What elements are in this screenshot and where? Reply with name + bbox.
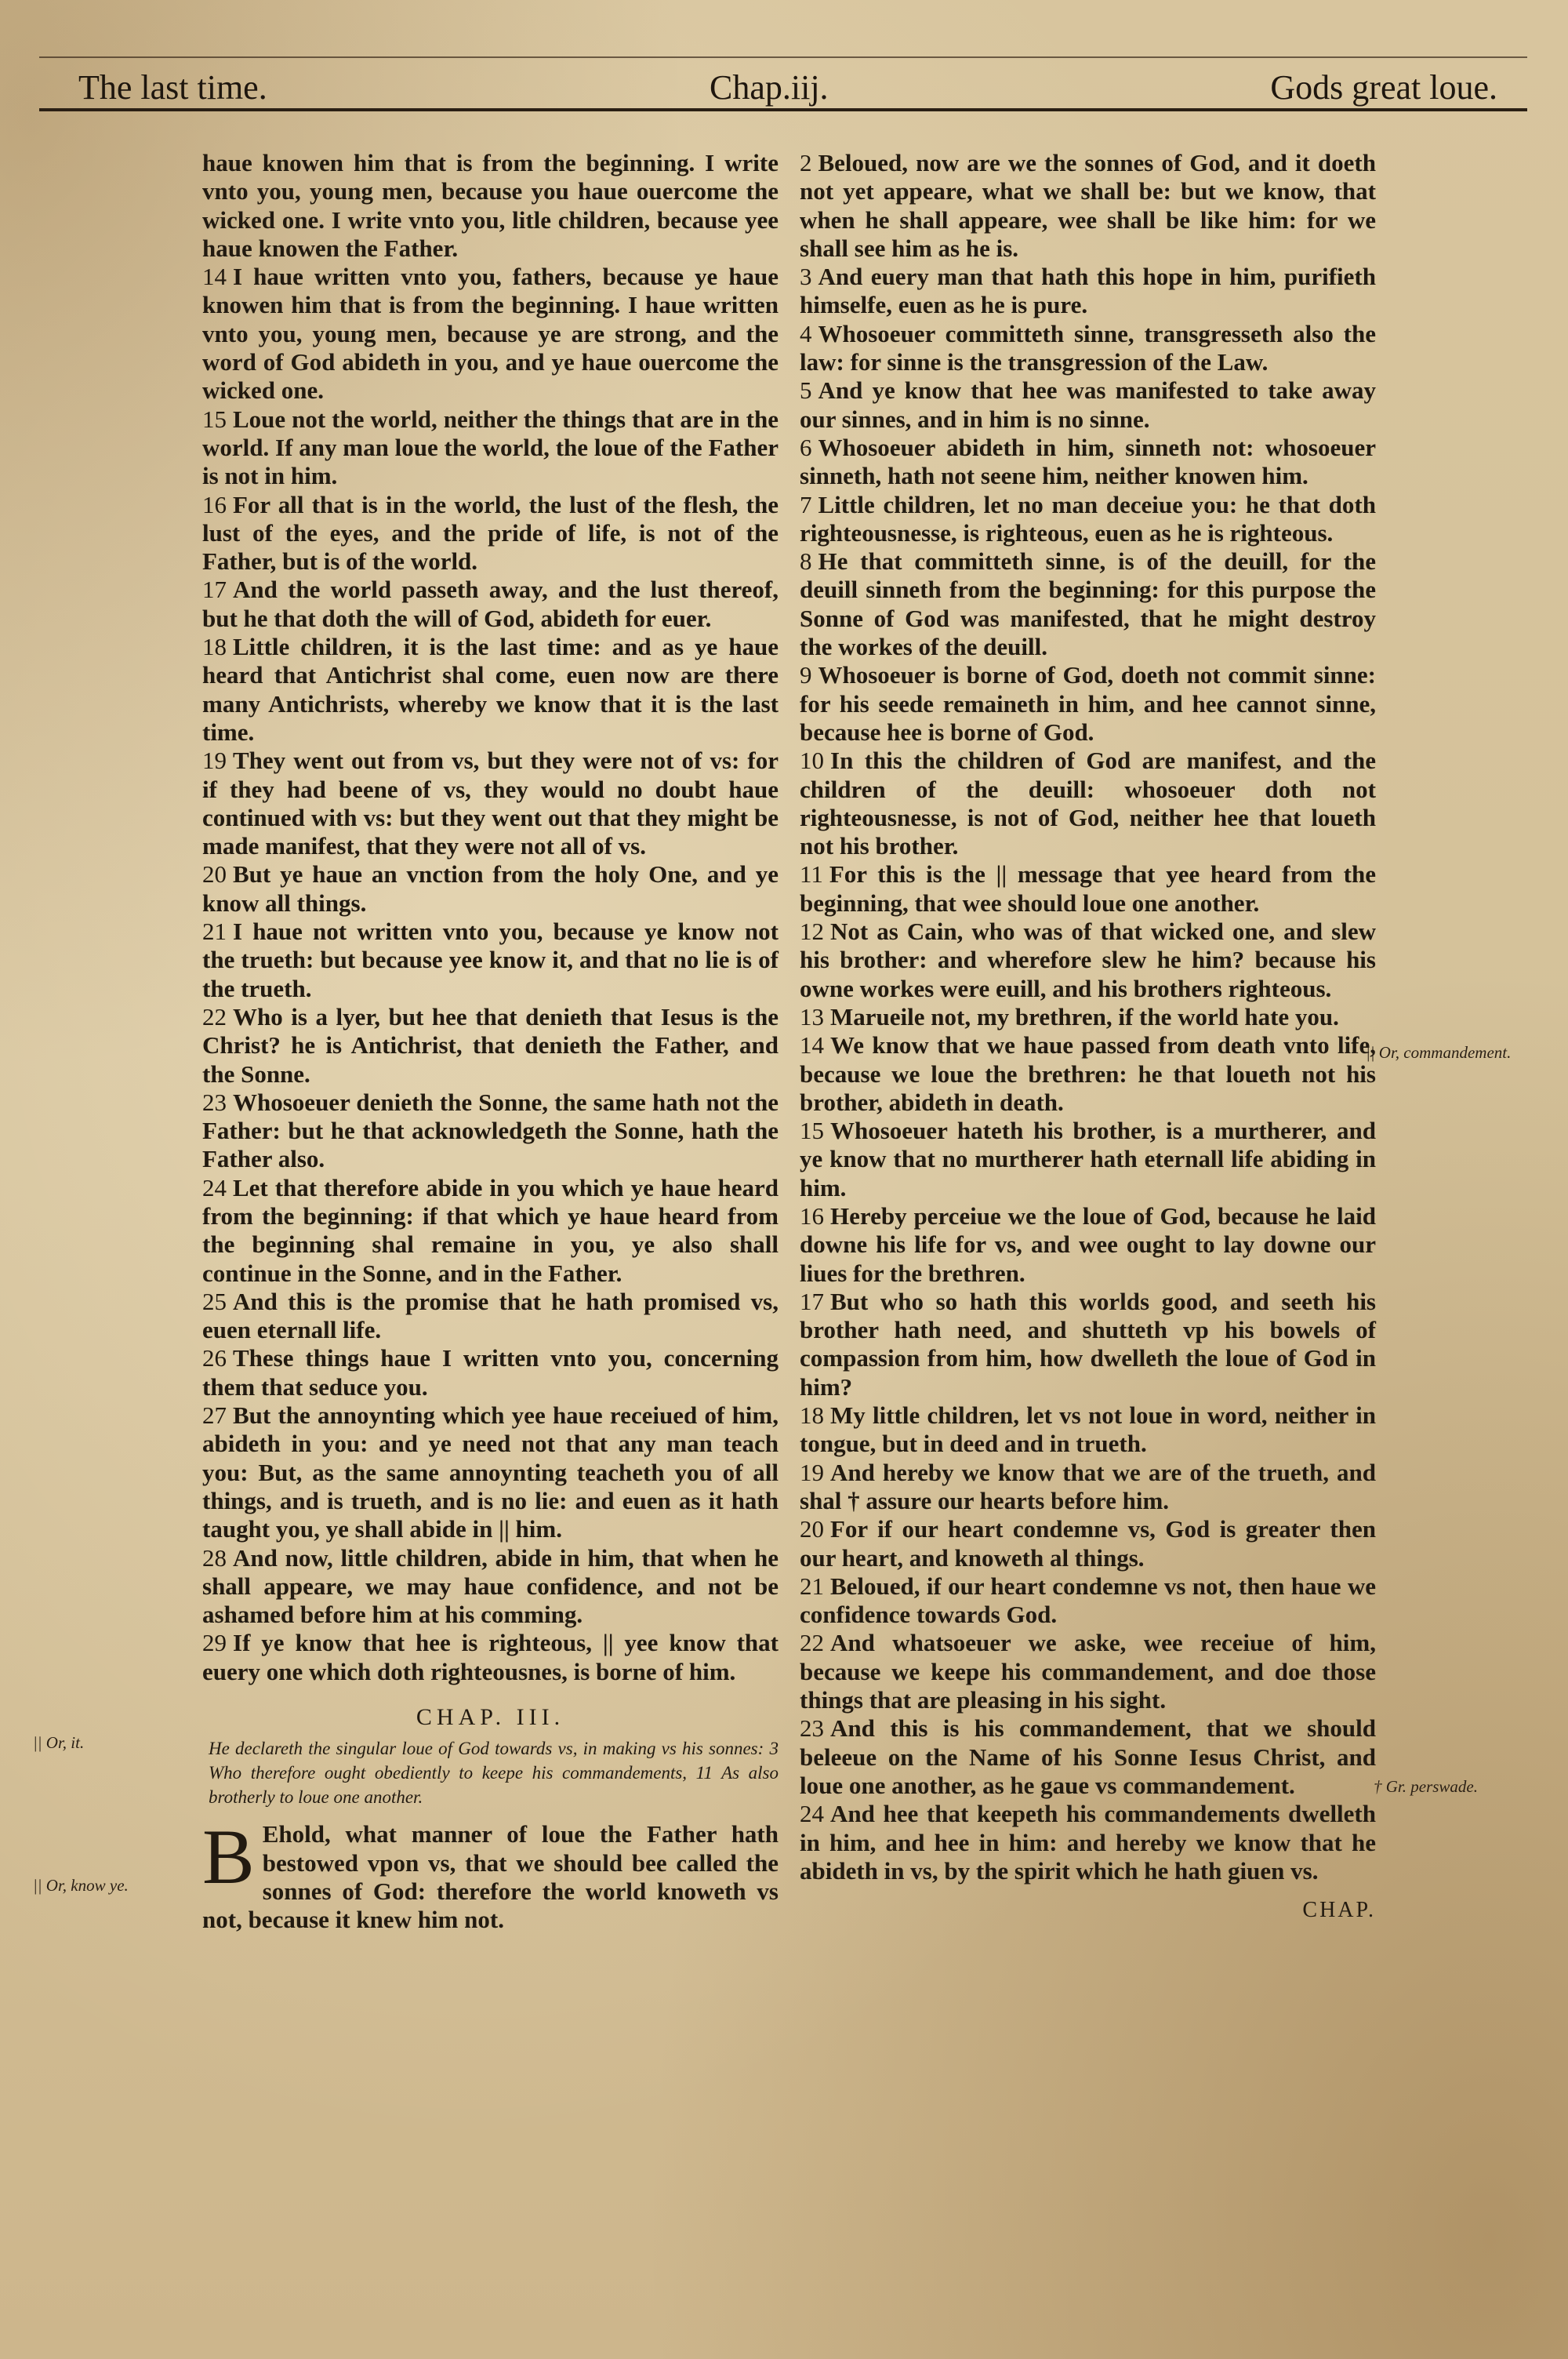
verse-text: Whosoeuer committeth sinne, transgresseth also the law: for sinne is the transgression of the Law. [800,319,1376,376]
verse [202,1288,779,1345]
verse-number: 6 [800,433,812,461]
verse-number: 19 [202,747,227,775]
verse-number: 20 [800,1515,824,1543]
verse-text: Little children, it is the last time: and as ye haue heard that Antichrist shal come, euen now are there many Antichrists, whereby we know that it is the last time. [202,633,779,746]
verse-text: Beloued, if our heart condemne vs not, then haue we confidence towards God. [800,1572,1376,1629]
chapter-opening [202,1813,779,1934]
verse [800,1572,1376,1630]
margin-note: || Or, know ye. [33,1876,129,1895]
verse-number: 15 [202,405,227,433]
verse-number: 21 [202,918,227,946]
verse [800,491,1376,548]
verse [800,1714,1376,1800]
verse-text: He that committeth sinne, is of the deuill, for the deuill sinneth from the beginning: for this purpose the Sonne of God was manifested, that he might destroy the workes of the deuill. [800,547,1376,661]
verse-number: 28 [202,1543,227,1572]
verse-number: 9 [800,661,812,689]
verse [800,1031,1376,1117]
verse-number: 12 [800,918,824,946]
verse [202,1544,779,1630]
verse [202,405,779,491]
verse-number: 29 [202,1629,227,1657]
verse [202,860,779,918]
verse-text: Little children, let no man deceiue you: he that doth righteousnesse, is righteous, euen as he is righteous. [800,490,1376,547]
verse-number: 16 [202,490,227,518]
verse-number: 20 [202,860,227,889]
verse-number: 3 [800,263,812,291]
verse-text: And euery man that hath this hope in him, purifieth himselfe, euen as he is pure. [800,263,1376,319]
left-column [202,149,779,1935]
verse-number: 21 [800,1572,824,1600]
verse [800,860,1376,918]
verse-text: We know that we haue passed from death vnto life, because we loue the brethren: he that loueth not his brother, abideth in death. [800,1031,1376,1116]
verse-text: For if our heart condemne vs, God is greater then our heart, and knoweth al things. [800,1515,1376,1572]
verse [202,1089,779,1174]
verse-text: Loue not the world, neither the things that are in the world. If any man loue the world, the loue of the Father is not in him. [202,405,779,490]
verse-text: And hee that keepeth his commandements dwelleth in him, and hee in him: and hereby we know that he abideth in vs, by the spirit which he hath giuen vs. [800,1800,1376,1885]
verse-text: And hereby we know that we are of the trueth, and shal † assure our hearts before him. [800,1458,1376,1514]
verse [202,263,779,405]
verse-text: And the world passeth away, and the lust thereof, but he that doth the will of God, abideth for euer. [202,576,779,632]
verse-text: These things haue I written vnto you, concerning them that seduce you. [202,1344,779,1401]
verse-text: My little children, let vs not loue in word, neither in tongue, but in deed and in trueth. [800,1401,1376,1458]
verse [202,1003,779,1089]
header-rule-top [39,56,1527,58]
verse-text: But who so hath this worlds good, and seeth his brother hath need, and shutteth vp his bowels of compassion from him, how dwelleth the loue of God in him? [800,1287,1376,1401]
verse-text: And whatsoeuer we aske, wee receiue of him, because we keepe his commandement, and doe those things that are pleasing in his sight. [800,1629,1376,1714]
verse-number: 23 [800,1714,824,1743]
verse [202,1401,779,1543]
chapter-heading: CHAP. III. [416,1704,565,1731]
verse [202,1174,779,1288]
verse-text: They went out from vs, but they were not of vs: for if they had beene of vs, they would no doubt haue continued with vs: but they went out that they might be made manifest, that they were not all of vs. [202,747,779,860]
verse [800,1515,1376,1572]
drop-cap: B [202,1813,255,1901]
verse [800,376,1376,434]
running-head-chapter: Chap.iij. [710,68,829,107]
verse [202,576,779,633]
verse [202,1344,779,1401]
verse-number: 22 [800,1629,824,1657]
verse-number: 27 [202,1401,227,1430]
verse-continuation: haue knowen him that is from the beginning. I write vnto you, young men, because you haue ouercome the wicked one. I write vnto you, litle children, because yee haue knowen the Father. [202,149,779,262]
verse-text: Not as Cain, who was of that wicked one, and slew his brother: and wherefore slew he him? because his owne workes were euill, and his brothers righteous. [800,918,1376,1002]
verse-text: And now, little children, abide in him, that when he shall appeare, we may haue confidence, and not be ashamed before him at his comming. [202,1543,779,1629]
verse [800,1003,1376,1031]
verse-number: 18 [202,633,227,661]
verse-text: In this the children of God are manifest, and the children of the deuill: whosoeuer doth not righteousnesse, is not of God, neither hee that loueth not his brother. [800,747,1376,860]
verse [800,747,1376,860]
verse-number: 5 [800,376,812,405]
verse [202,1629,779,1686]
header-rule [39,108,1527,111]
verse-text: And this is the promise that he hath promised vs, euen eternall life. [202,1287,779,1344]
verse-number: 17 [800,1287,824,1315]
verse [800,918,1376,1003]
verse [800,1202,1376,1288]
verse-text: But the annoynting which yee haue receiued of him, abideth in you: and ye need not that any man teach you: But, as the same annoynting teacheth you of all things, and is trueth, and is no lie: and euen as it hath taught you, ye shall abide in || him. [202,1401,779,1543]
verse-text: For all that is in the world, the lust of the flesh, the lust of the eyes, and the pride of life, is not of the Father, but is of the world. [202,490,779,576]
margin-note: † Gr. perswade. [1374,1777,1479,1796]
verse-number: 7 [800,490,812,518]
verse-number: 8 [800,547,812,576]
chapter-opening-text: Ehold, what manner of loue the Father hath bestowed vpon vs, that we should bee called the sonnes of God: therefore the world knoweth vs not, because it knew him not. [202,1820,779,1934]
verse-text: Whosoeuer is borne of God, doeth not commit sinne: for his seede remaineth in him, and hee cannot sinne, because hee is borne of God. [800,661,1376,746]
verse-number: 11 [800,860,823,889]
verse-text: I haue written vnto you, fathers, because ye haue knowen him that is from the beginning. I haue written vnto you, young men, because ye are strong, and the word of God abideth in you, and ye haue ouercome the wicked one. [202,263,779,405]
verse [800,320,1376,377]
running-head-right: Gods great loue. [1270,68,1497,107]
verse-text: Marueile not, my brethren, if the world hate you. [830,1002,1339,1030]
verse-text: Whosoeuer hateth his brother, is a murtherer, and ye know that no murtherer hath eternall life abiding in him. [800,1117,1376,1201]
verse-number: 14 [800,1031,824,1060]
verse-text: Whosoeuer denieth the Sonne, the same hath not the Father: but he that acknowledgeth the Sonne, hath the Father also. [202,1088,779,1173]
verse [800,1629,1376,1714]
verse-number: 15 [800,1117,824,1145]
verse [800,263,1376,320]
verse [800,1459,1376,1516]
verse-number: 16 [800,1201,824,1230]
margin-note: || Or, commandement. [1366,1043,1512,1062]
verse [800,1800,1376,1885]
verse [800,149,1376,263]
verse [800,547,1376,661]
verse-number: 23 [202,1088,227,1116]
verse-number: 25 [202,1287,227,1315]
catchword: CHAP. [1302,1898,1376,1923]
verse-number: 24 [202,1173,227,1201]
verse-number: 19 [800,1458,824,1486]
verse-number: 26 [202,1344,227,1372]
verse [800,1117,1376,1202]
verse-text: Whosoeuer abideth in him, sinneth not: whosoeuer sinneth, hath not seene him, neither knowen him. [800,433,1376,490]
verse [202,918,779,1003]
verse-number: 17 [202,576,227,604]
verse-text: For this is the || message that yee heard from the beginning, that wee should loue one another. [800,860,1376,917]
verse-text: If ye know that hee is righteous, || yee know that euery one which doth righteousnes, is borne of him. [202,1629,779,1685]
verse-number: 13 [800,1002,824,1030]
verse-number: 22 [202,1002,227,1030]
verse-text: And ye know that hee was manifested to take away our sinnes, and in him is no sinne. [800,376,1376,433]
margin-note: || Or, it. [33,1733,85,1752]
verse-text: Who is a lyer, but hee that denieth that Iesus is the Christ? he is Antichrist, that denieth the Father, and the Sonne. [202,1002,779,1088]
verse-text: But ye haue an vnction from the holy One, and ye know all things. [202,860,779,917]
verse-text: I haue not written vnto you, because ye know not the trueth: but because yee know it, and that no lie is of the trueth. [202,918,779,1002]
verse [800,1401,1376,1459]
verse-text: Let that therefore abide in you which ye haue heard from the beginning: if that which ye haue heard from the beginning shal remaine in you, ye also shall continue in the Sonne, and in the Father. [202,1173,779,1287]
running-head-left: The last time. [78,68,267,107]
verse-number: 4 [800,319,812,347]
verse-text: And this is his commandement, that we should beleeue on the Name of his Sonne Iesus Christ, and loue one another, as he gaue vs commandement. [800,1714,1376,1799]
verse-number: 10 [800,747,824,775]
verse-number: 18 [800,1401,824,1430]
verse [202,633,779,747]
verse-number: 14 [202,263,227,291]
verse [202,747,779,860]
verse [202,491,779,576]
verse-text: Hereby perceiue we the loue of God, because he laid downe his life for vs, and wee ought to lay downe our liues for the brethren. [800,1201,1376,1287]
verse [800,1288,1376,1401]
right-column [800,149,1376,1925]
verse [800,661,1376,747]
chapter-summary: He declareth the singular loue of God towards vs, in making vs his sonnes: 3 Who therefore ought obediently to keepe his commandements, 11 As also brotherly to loue one another. [209,1739,779,1808]
verse-text: Beloued, now are we the sonnes of God, and it doeth not yet appeare, what we shall be: but we know, that when he shall appeare, wee shall be like him: for we shall see him as he is. [800,149,1376,262]
verse-number: 24 [800,1800,824,1828]
verse [800,434,1376,491]
verse-number: 2 [800,149,812,176]
